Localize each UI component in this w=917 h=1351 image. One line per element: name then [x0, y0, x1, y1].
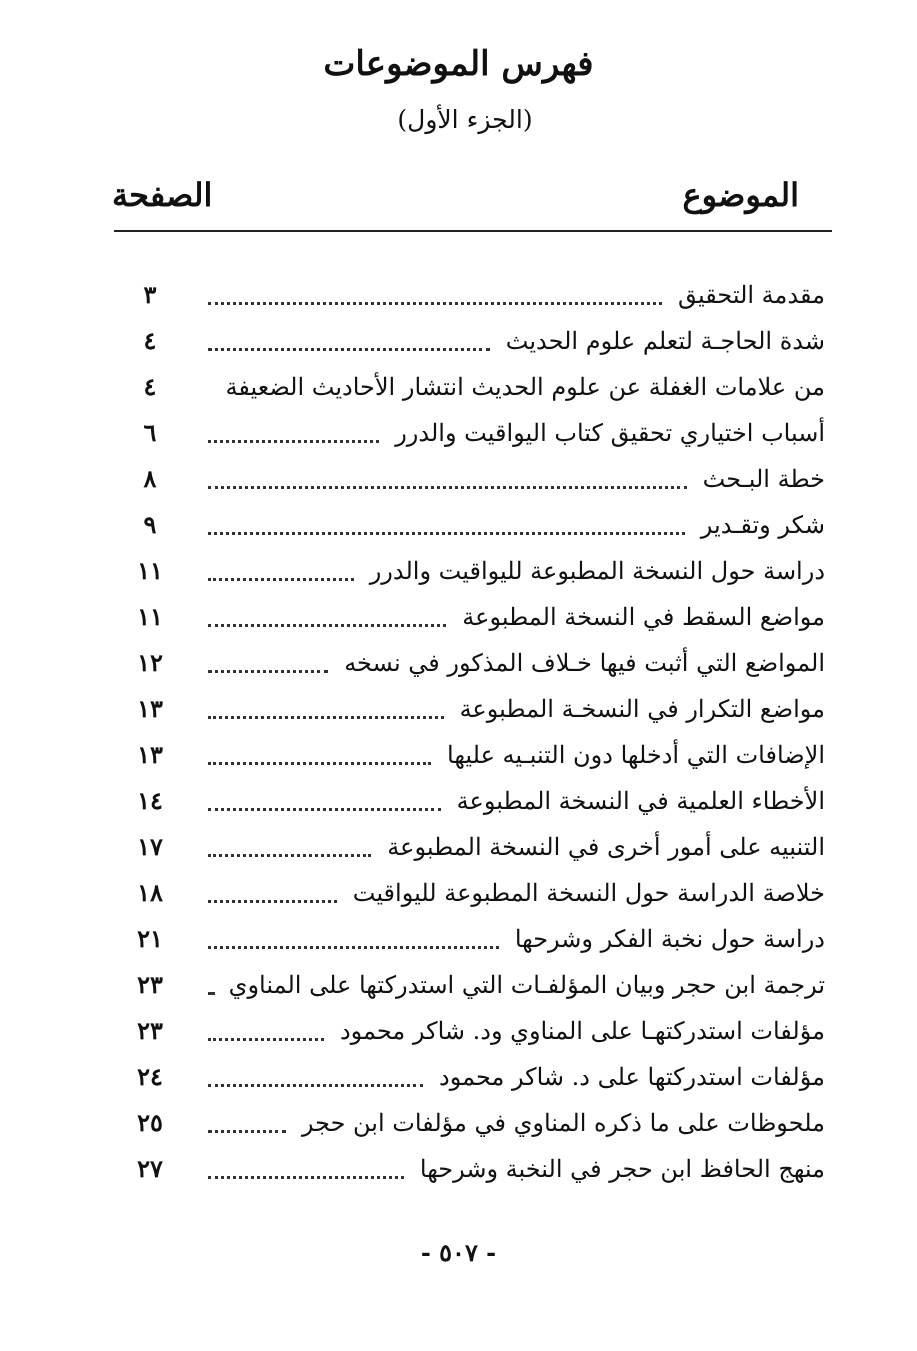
dot-leader: [208, 1176, 404, 1179]
dot-leader: [208, 302, 662, 305]
toc-entry-page: ٩: [143, 510, 157, 539]
dot-leader: [208, 1130, 286, 1133]
toc-entry-page: ٢٤: [137, 1062, 163, 1091]
toc-entry-title: من علامات الغفلة عن علوم الحديث انتشار الأحاديث الضعيفة: [225, 373, 825, 401]
dot-leader: [208, 762, 431, 765]
toc-entry-page: ٤: [143, 372, 157, 401]
toc-entry-page: ١٧: [137, 832, 163, 861]
toc-entry-page: ٢٣: [137, 970, 163, 999]
toc-entry-title: خلاصة الدراسة حول النسخة المطبوعة لليواقيت: [352, 879, 825, 907]
toc-entry: [110, 410, 825, 456]
toc-entry-title: منهج الحافظ ابن حجر في النخبة وشرحها: [419, 1155, 825, 1183]
toc-entry-page: ١٨: [137, 878, 163, 907]
dot-leader: [208, 532, 685, 535]
toc-entry-title: دراسة حول النسخة المطبوعة لليواقيت والدرر: [369, 557, 825, 585]
toc-entry-title: مواضع التكرار في النسخـة المطبوعة: [459, 695, 825, 723]
toc-entry: [110, 272, 825, 318]
toc-entry-page: ٣: [143, 280, 157, 309]
dot-leader: [208, 1084, 423, 1087]
toc-entry-page: ١١: [137, 602, 163, 631]
toc-entry: [110, 364, 825, 410]
toc-entry-title: شكر وتقـدير: [700, 511, 825, 539]
toc-entry-page: ١٢: [137, 648, 163, 677]
toc-entry: [110, 1100, 825, 1146]
toc-entry-page: ١٣: [137, 740, 163, 769]
toc-entry: [110, 916, 825, 962]
toc-entry-page: ١١: [137, 556, 163, 585]
dot-leader: [208, 900, 337, 903]
toc-entry: [110, 962, 825, 1008]
dot-leader: [208, 716, 444, 719]
toc-entry: [110, 502, 825, 548]
toc-entry: [110, 732, 825, 778]
toc-list: [110, 272, 825, 1192]
toc-entry: [110, 778, 825, 824]
toc-entry-title: الإضافات التي أدخلها دون التنبـيه عليها: [447, 741, 825, 769]
dot-leader: [208, 670, 328, 673]
toc-entry-title: أسباب اختياري تحقيق كتاب اليواقيت والدرر: [395, 419, 825, 447]
dot-leader: [208, 348, 490, 351]
toc-entry-page: ٢٣: [137, 1016, 163, 1045]
dot-leader: [208, 486, 687, 489]
page-title: فهرس الموضوعات: [323, 44, 594, 84]
dot-leader: [208, 578, 354, 581]
toc-entry-page: ٢١: [137, 924, 163, 953]
dot-leader: [208, 624, 446, 627]
toc-entry: [110, 640, 825, 686]
dot-leader: [208, 440, 379, 443]
toc-entry: [110, 318, 825, 364]
toc-entry: [110, 686, 825, 732]
dot-leader: [208, 1038, 324, 1041]
dot-leader: [208, 808, 441, 811]
toc-entry-title: التنبيه على أمور أخرى في النسخة المطبوعة: [387, 833, 825, 861]
toc-entry: [110, 594, 825, 640]
toc-entry-title: ترجمة ابن حجر وبيان المؤلفـات التي استدركتها على المناوي: [228, 971, 825, 999]
dot-leader: [208, 946, 499, 949]
toc-entry-title: شدة الحاجـة لتعلم علوم الحديث: [505, 327, 825, 355]
toc-entry-page: ٤: [143, 326, 157, 355]
header-rule: [114, 230, 832, 232]
toc-entry: [110, 456, 825, 502]
column-heading-page: الصفحة: [112, 176, 213, 214]
toc-entry: [110, 1008, 825, 1054]
toc-entry-page: ٢٧: [137, 1154, 163, 1183]
dot-leader: [208, 992, 213, 995]
toc-entry-title: مقدمة التحقيق: [677, 281, 825, 309]
toc-entry: [110, 870, 825, 916]
toc-entry-title: خطة البـحث: [702, 465, 825, 493]
dot-leader: [208, 854, 371, 857]
toc-entry-page: ١٤: [137, 786, 163, 815]
toc-entry-title: مؤلفات استدركتهـا على المناوي ود. شاكر محمود: [339, 1017, 825, 1045]
toc-entry-page: ٨: [143, 464, 157, 493]
page-subtitle: (الجزء الأول): [397, 105, 533, 134]
toc-entry-page: ١٣: [137, 694, 163, 723]
toc-entry-title: دراسة حول نخبة الفكر وشرحها: [514, 925, 825, 953]
toc-entry: [110, 1146, 825, 1192]
toc-entry-title: المواضع التي أثبت فيها خـلاف المذكور في نسخه: [344, 649, 825, 677]
toc-entry: [110, 824, 825, 870]
toc-entry-title: ملحوظات على ما ذكره المناوي في مؤلفات ابن حجر: [301, 1109, 825, 1137]
toc-entry-page: ٢٥: [137, 1108, 163, 1137]
toc-entry: [110, 1054, 825, 1100]
column-heading-topic: الموضوع: [682, 176, 799, 214]
page-number: - ٥٠٧ -: [420, 1238, 497, 1267]
toc-entry-page: ٦: [143, 418, 157, 447]
toc-entry-title: مواضع السقط في النسخة المطبوعة: [462, 603, 825, 631]
toc-entry: [110, 548, 825, 594]
toc-entry-title: الأخطاء العلمية في النسخة المطبوعة: [456, 787, 825, 815]
toc-entry-title: مؤلفات استدركتها على د. شاكر محمود: [439, 1063, 825, 1091]
